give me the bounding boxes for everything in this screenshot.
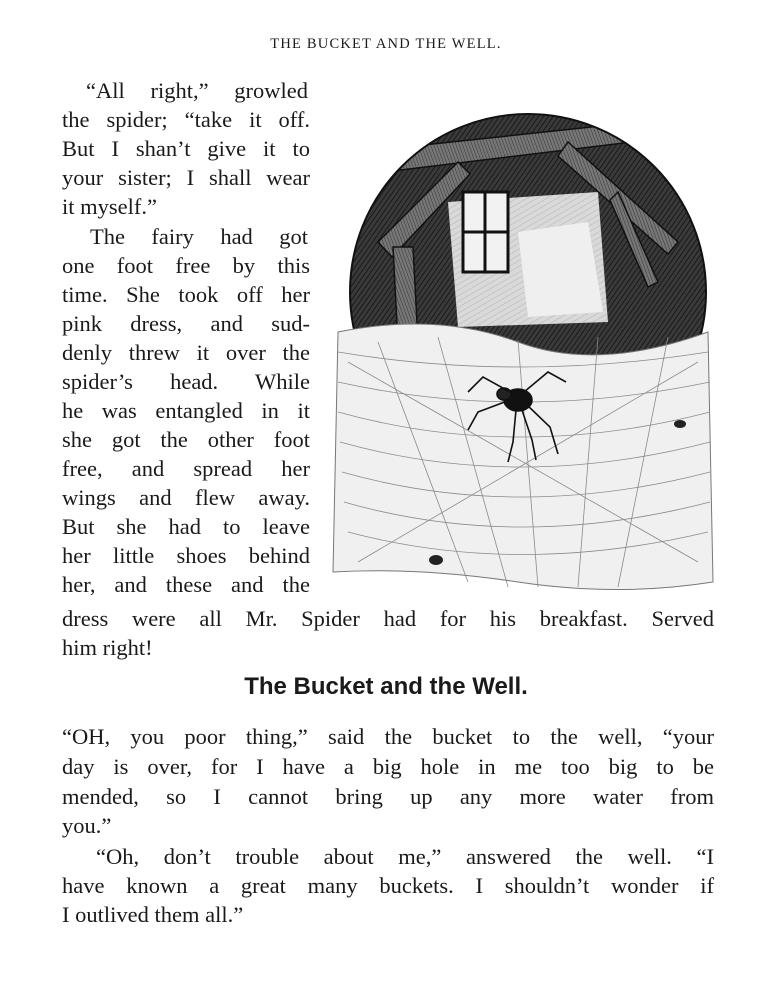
- text-line: him right!: [62, 635, 153, 660]
- text-line: time. She took off her: [62, 282, 310, 307]
- text-line: the spider; “take it off.: [62, 107, 310, 132]
- text-line: denly threw it over the: [62, 340, 310, 365]
- text-line: “All right,” growled: [86, 78, 308, 103]
- text-line: wings and flew away.: [62, 485, 310, 510]
- text-line: he was entangled in it: [62, 398, 310, 423]
- spider-web-illustration: [318, 82, 718, 602]
- text-line: pink dress, and sud-: [62, 311, 310, 336]
- text-line: free, and spread her: [62, 456, 310, 481]
- text-line: her, and these and the: [62, 572, 310, 597]
- text-line: dress were all Mr. Spider had for his breakfast. Served: [62, 606, 714, 631]
- text-line: The fairy had got: [90, 224, 308, 249]
- text-line: one foot free by this: [62, 253, 310, 278]
- text-line: have known a great many buckets. I shouldn’t wonder if: [62, 873, 714, 898]
- text-line: I outlived them all.”: [62, 902, 244, 927]
- text-line: her little shoes behind: [62, 543, 310, 568]
- running-head: THE BUCKET AND THE WELL.: [270, 36, 502, 52]
- text-line: “OH, you poor thing,” said the bucket to the well, “your: [62, 724, 714, 749]
- text-line: But I shan’t give it to: [62, 136, 310, 161]
- text-line: mended, so I cannot bring up any more water from: [62, 784, 714, 809]
- text-line: you.”: [62, 813, 112, 838]
- text-line: day is over, for I have a big hole in me too big to be: [62, 754, 714, 779]
- text-line: But she had to leave: [62, 514, 310, 539]
- text-line: it myself.”: [62, 194, 157, 219]
- text-line: spider’s head. While: [62, 369, 310, 394]
- text-line: your sister; I shall wear: [62, 165, 310, 190]
- section-title: The Bucket and the Well.: [244, 673, 528, 700]
- text-line: “Oh, don’t trouble about me,” answered the well. “I: [96, 844, 714, 869]
- text-line: she got the other foot: [62, 427, 310, 452]
